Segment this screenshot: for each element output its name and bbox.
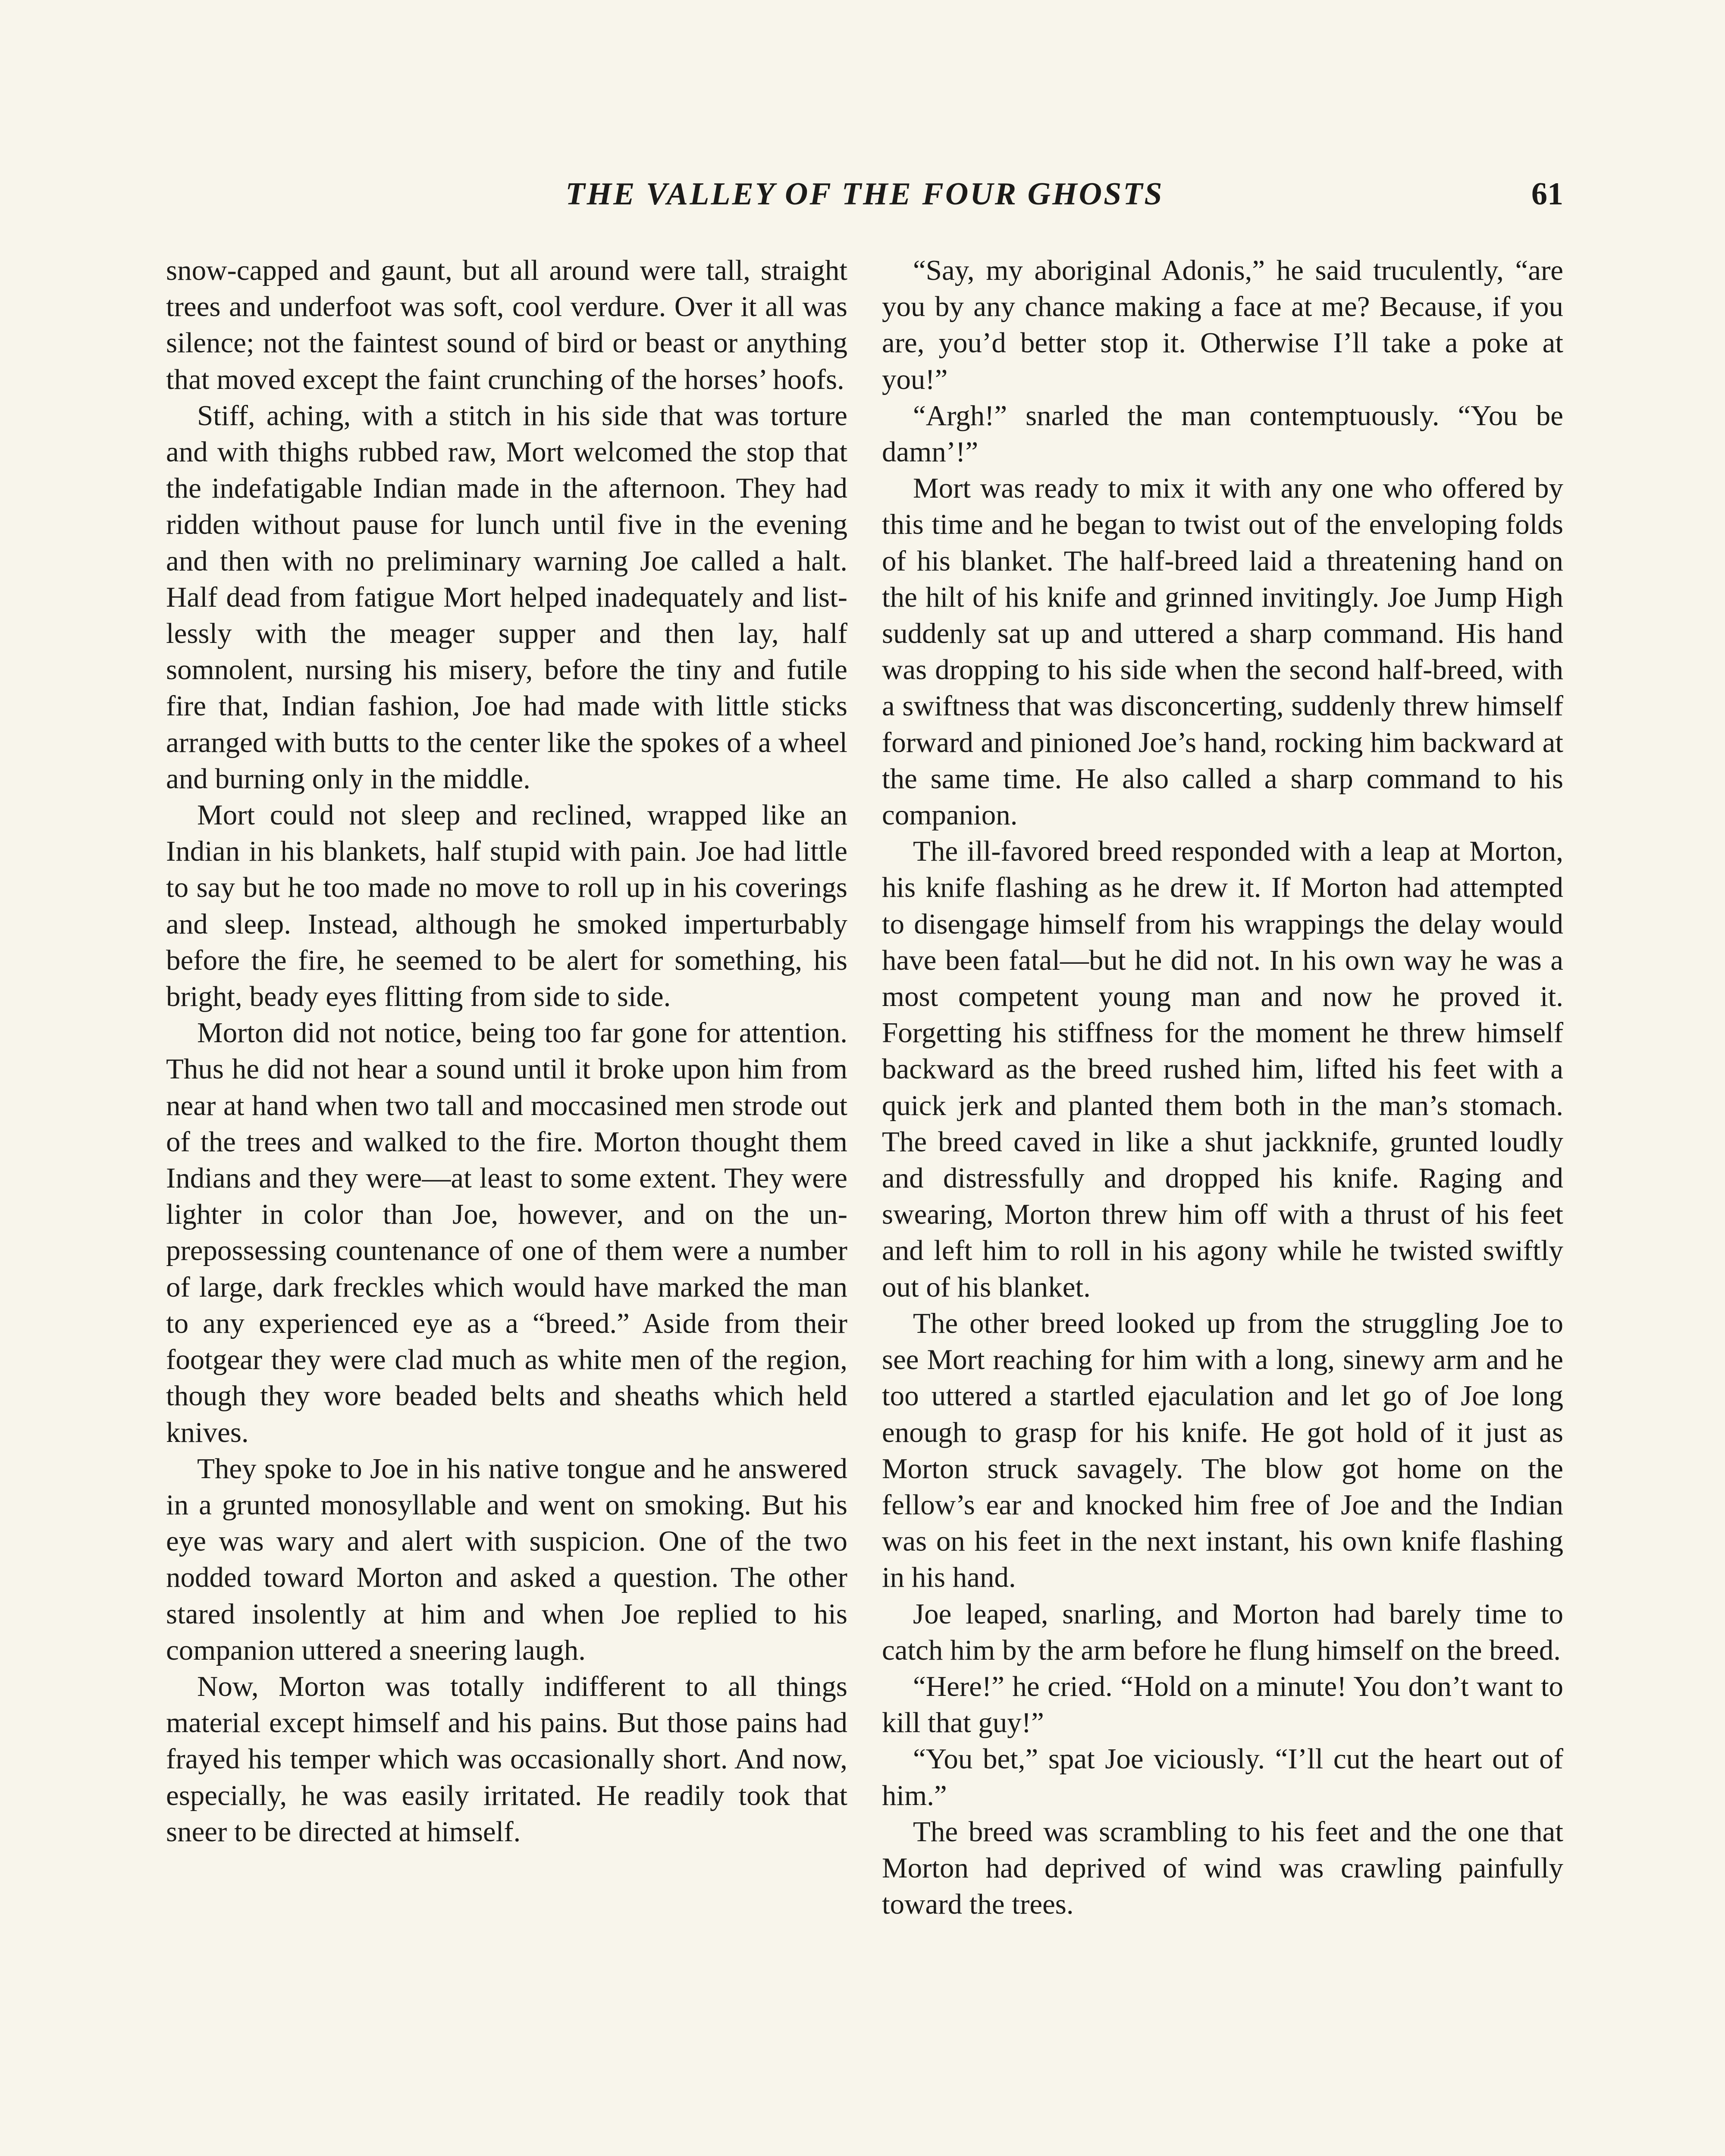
paragraph: Joe leaped, snarling, and Morton had barely time to catch him by the arm before he flung himself on the breed. <box>882 1598 1563 1666</box>
page-number: 61 <box>1531 176 1563 212</box>
paragraph: “Argh!” snarled the man contemptuously. “You be damn’!” <box>882 399 1563 468</box>
paragraph: Stiff, aching, with a stitch in his side that was torture and with thighs rubbed raw, Mort welcomed the stop that the indefatigable Indian made in the afternoon. They had ridden without pause for lunch until five in the evening and then with no preliminary warning Joe called a halt. Half dead from fatigue Mort helped inadequately and listlessly with the meager supper and then lay, half somnolent, nursing his misery, before the tiny and futile fire that, Indian fashion, Joe had made with little sticks arranged with butts to the center like the spokes of a wheel and burning only in the middle. <box>166 399 847 795</box>
paragraph: The other breed looked up from the struggling Joe to see Mort reaching for him with a long, sinewy arm and he too uttered a startled ejaculation and let go of Joe long enough to grasp for his knife. He got hold of it just as Morton struck savagely. The blow got home on the fellow’s ear and knocked him free of Joe and the Indian was on his feet in the next instant, his own knife flashing in his hand. <box>882 1307 1563 1594</box>
paragraph: Morton did not notice, being too far gone for attention. Thus he did not hear a sound until it broke upon him from near at hand when two tall and moccasined men strode out of the trees and walked to the fire. Morton thought them Indians and they were—at least to some extent. They were lighter in color than Joe, however, and on the unprepossessing countenance of one of them were a number of large, dark freckles which would have marked the man to any experienced eye as a “breed.” Aside from their footgear they were clad much as white men of the region, though they wore beaded belts and sheaths which held knives. <box>166 1017 847 1448</box>
paragraph: The ill-favored breed responded with a leap at Morton, his knife flashing as he drew it. If Morton had attempted to disengage himself from his wrappings the delay would have been fatal—but he did not. In his own way he was a most competent young man and now he proved it. Forgetting his stiffness for the moment he threw himself backward as the breed rushed him, lifted his feet with a quick jerk and planted them both in the man’s stomach. The breed caved in like a shut jackknife, grunted loudly and distressfully and dropped his knife. Raging and swearing, Morton threw him off with a thrust of his feet and left him to roll in his agony while he twisted swiftly out of his blanket. <box>882 835 1563 1303</box>
paragraph: Now, Morton was totally indifferent to all things material except himself and his pains. But those pains had frayed his temper which was occasionally short. And now, especially, he was easily irritated. He readily took that sneer to be directed at himself. <box>166 1670 847 1848</box>
left-text-column <box>166 252 847 2156</box>
paragraph: “You bet,” spat Joe viciously. “I’ll cut the heart out of him.” <box>882 1743 1563 1811</box>
paragraph: They spoke to Joe in his native tongue and he answered in a grunted monosyllable and went on smoking. But his eye was wary and alert with suspicion. One of the two nodded toward Morton and asked a question. The other stared insolently at him and when Joe replied to his companion uttered a sneering laugh. <box>166 1452 847 1666</box>
paragraph: The breed was scrambling to his feet and the one that Morton had deprived of wind was crawling painfully toward the trees. <box>882 1815 1563 1921</box>
paragraph: Mort could not sleep and reclined, wrapped like an Indian in his blankets, half stupid with pain. Joe had little to say but he too made no move to roll up in his coverings and sleep. Instead, although he smoked imperturbably before the fire, he seemed to be alert for something, his bright, beady eyes flitting from side to side. <box>166 799 847 1013</box>
running-header <box>166 170 1563 218</box>
right-text-column <box>882 252 1563 2156</box>
paragraph: “Here!” he cried. “Hold on a minute! You don’t want to kill that guy!” <box>882 1670 1563 1739</box>
paragraph: Mort was ready to mix it with any one who offered by this time and he began to twist out of the enveloping folds of his blanket. The half-breed laid a threatening hand on the hilt of his knife and grinned invitingly. Joe Jump High suddenly sat up and uttered a sharp command. His hand was dropping to his side when the second half-breed, with a swiftness that was disconcerting, suddenly threw himself forward and pinioned Joe’s hand, rocking him backward at the same time. He also called a sharp command to his companion. <box>882 472 1563 831</box>
running-title: THE VALLEY OF THE FOUR GHOSTS <box>565 176 1164 212</box>
paragraph: snow-capped and gaunt, but all around were tall, straight trees and underfoot was soft, cool verdure. Over it all was silence; not the faintest sound of bird or beast or anything that moved except the faint crunching of the horses’ hoofs. <box>166 254 847 395</box>
paragraph: “Say, my aboriginal Adonis,” he said truculently, “are you by any chance making a face at me? Because, if you are, you’d better stop it. Otherwise I’ll take a poke at you!” <box>882 254 1563 395</box>
